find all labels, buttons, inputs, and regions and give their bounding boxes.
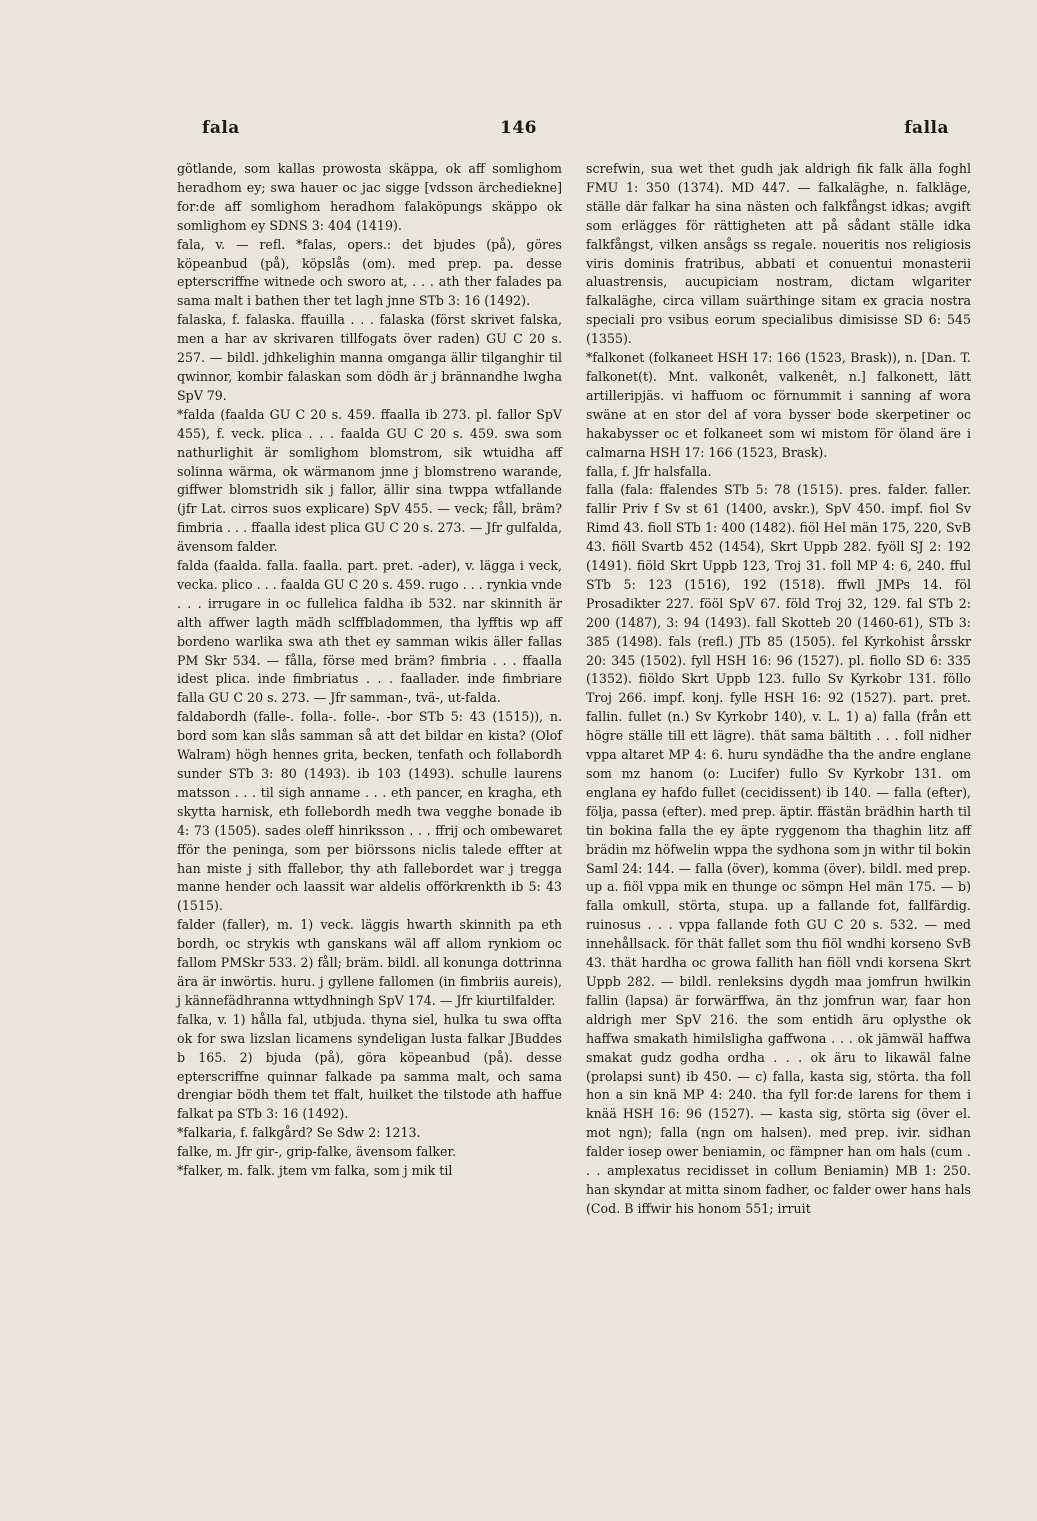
entry-falla-noun: falla, f. Jfr halsfalla.	[586, 463, 712, 479]
entry-faldabordh: faldabordh (falle-. folla-. folle-. -bor STb 5: 43 (1515)), n. bord som kan slås samman så att det bildar en kista? (Olof Walram) högh hennes grita, becken, tenfath och follabordh sunder STb 3: 80 (1493). ib 103 (1493). schulle laurens matsson . . . til sigh anname . . . eth pancer, en kragha, eth skytta harnisk, eth follebordh medh twa vegghe bonade ib 4: 73 (1505). sades oleff hinriksson . . . ffrij och ombewaret fför the peninga, som per biörssons niclis talede effter at han miste j sith ffallebor, thy ath fallebordet war j tregga manne hender och laassit war aldelis offörkrenkth ib 5: 43 (1515).	[177, 709, 562, 914]
entry-paragraph: götlande, som kallas prowosta skäppa, ok aff somlighom heradhom ey; swa hauer oc jac sigge [vdsson ärchediekne] for:de aff somlighom heradhom falaköpungs skäppo ok somlighom ey SDNS 3: 404 (1419).	[177, 161, 562, 233]
left-column	[177, 160, 562, 1181]
left-guide-word: fala	[202, 118, 240, 138]
entry-falke: falke, m. Jfr gir-, grip-falke, ävensom falker.	[177, 1144, 457, 1160]
entry-falkonet: *falkonet (folkaneet HSH 17: 166 (1523, Brask)), n. [Dan. T. falkonet(t). Mnt. valkonêt, valkenêt, n.] falkonett, lätt artilleripjäs. vi haffuom oc förnummit i sanning af wora swäne at en stor del af vora bysser bode skerpetiner oc hakabysser oc et folkaneet som wi mistom för öland äre i calmarna HSH 17: 166 (1523, Brask).	[586, 350, 971, 460]
right-guide-word: falla	[904, 118, 949, 138]
page-number: 146	[500, 118, 537, 138]
entry-continuation: screfwin, sua wet thet gudh jak aldrigh fik falk älla foghl FMU 1: 350 (1374). MD 447. — falkaläghe, n. falkläge, ställe där falkar ha sina nästen och falkfångst idkas; avgift som erlägges för rättigheten att på sådant ställe idka falkfångst, vilken ansågs ss regale. noueritis nos religiosis viris dominis fratribus, abbati et conuentui monasterii aluastrensis, aucupiciam nostram, dictam wlgariter falkaläghe, circa villam suärthinge sitam ex gracia nostra speciali pro vsibus eorum specialibus dimisisse SD 6: 545 (1355).	[586, 161, 971, 347]
entry-falder: falder (faller), m. 1) veck. läggis hwarth skinnith pa eth bordh, oc strykis wth ganskans wäl aff allom rynkiom oc fallom PMSkr 533. 2) fåll; bräm. bildl. all konunga dottrinna ära är inwörtis. huru. j gyllene fallomen (in fimbriis aureis), j kännefädhranna wttydhningh SpV 174. — Jfr kiurtilfalder.	[177, 917, 562, 1008]
right-column	[586, 160, 971, 1219]
entry-falker: *falker, m. falk. jtem vm falka, som j mik til	[177, 1163, 453, 1179]
entry-fala: fala, v. — refl. *falas, opers.: det bjudes (på), göres köpeanbud (på), köpslås (om). med prep. pa. desse epterscriffne witnede och sworo at, . . . ath ther falades pa sama malt i bathen ther tet lagh jnne STb 3: 16 (1492).	[177, 236, 562, 309]
entry-falaska: falaska, f. falaska. ffauilla . . . falaska (först skrivet falska, men a har av skrivaren tillfogats över raden) GU C 20 s. 257. — bildl. jdhkelighin manna omganga ällir tilganghir til qwinnor, kombir falaskan som dödh är j brännandhe lwgha SpV 79.	[177, 312, 562, 403]
entry-falkaria: *falkaria, f. falkgård? Se Sdw 2: 1213.	[177, 1125, 421, 1141]
entry-falda-verb: falda (faalda. falla. faalla. part. pret. -ader), v. lägga i veck, vecka. plico . . . faalda GU C 20 s. 459. rugo . . . rynkia vnde . . . irrugare in oc fullelica faldha ib 532. nar skinnith är alth affwer lagth mädh sclffbladommen, tha lyfftis wp aff bordeno warlika swa ath thet ey samman wikis äller fallas PM Skr 534. — fålla, förse med bräm? fimbria . . . ffaalla idest plica. inde fimbriatus . . . faallader. inde fimbriare falla GU C 20 s. 273. — Jfr samman-, tvä-, ut-falda.	[177, 558, 562, 706]
page-header	[0, 118, 1037, 148]
entry-falda-noun: *falda (faalda GU C 20 s. 459. ffaalla ib 273. pl. fallor SpV 455), f. veck. plica . . . faalda GU C 20 s. 459. swa som nathurlighit är somlighom blomstrom, sik wtuidha aff solinna wärma, ok wärmanom jnne j blomstreno warande, giffwer blomstridh sik j fallor, ällir sina twppa wtfallande (jfr Lat. cirros suos explicare) SpV 455. — veck; fåll, bräm? fimbria . . . ffaalla idest plica GU C 20 s. 273. — Jfr gulfalda, ävensom falder.	[177, 406, 562, 555]
entry-falla-verb: falla (fala: ffalendes STb 5: 78 (1515). pres. falder. faller. fallir Priv f Sv st 61 (1400, avskr.), SpV 450. impf. fiol Sv Rimd 43. fioll STb 1: 400 (1482). fiöl Hel män 175, 220, SvB 43. fiöll Svartb 452 (1454), Skrt Uppb 282. fyöll SJ 2: 192 (1491). fiöld Skrt Uppb 123, Troj 31. foll MP 4: 6, 240. fful STb 5: 123 (1516), 192 (1518). ffwll JMPs 14. föl Prosadikter 227. fööl SpV 67. föld Troj 32, 129. fal STb 2: 200 (1487), 3: 94 (1493). fall Skotteb 20 (1460-61), STb 3: 385 (1498). fals (refl.) JTb 85 (1505). fel Kyrkohist årsskr 20: 345 (1502). fyll HSH 16: 96 (1527). pl. fiollo SD 6: 335 (1352). fiöldo Skrt Uppb 123. fullo Sv Kyrkobr 131. föllo Troj 266. impf. konj. fylle HSH 16: 92 (1527). part. pret. fallin. fullet (n.) Sv Kyrkobr 140), v. L. 1) a) falla (från ett högre ställe till ett lägre). thät sama bältith . . . foll nidher vppa altaret MP 4: 6. huru syndädhe tha the andre englane som mz hanom (o: Lucifer) fullo Sv Kyrkobr 131. om englana ey hafdo fullet (cecidissent) ib 140. — falla (efter), följa, passa (efter). med prep. äptir. ffästän brädhin harth til tin bokina falla the ey äpte ryggenom tha thaghin litz aff brädin mz höfwelin wppa the sydhona som jn withr til bokin Saml 24: 144. — falla (över), komma (över). bildl. med prep. up a. fiöl vppa mik en thunge oc sömpn Hel män 175. — b) falla omkull, störta, stupa. up a fallande fot, fallfärdig. ruinosus . . . vppa fallande foth GU C 20 s. 532. — med innehållsack. för thät fallet som thu fiöl wndhi korseno SvB 43. thät hardha oc growa fallith han fiöll vndi korsena Skrt Uppb 282. — bildl. renleksins dygdh maa jomfrun hwilkin fallin (lapsa) är forwärffwa, än thz jomfrun war, faar hon aldrigh mer SpV 216. the som entidh äru oplysthe ok haffwa smakath himilsligha gaffwona . . . ok jämwäl haffwa smakat gudz godha ordha . . . ok äru to likawäl falne (prolapsi sunt) ib 450. — c) falla, kasta sig, störta. tha foll hon a sin knä MP 4: 240. tha fyll for:de larens for them i knää HSH 16: 96 (1527). — kasta sig, störta sig (över el. mot ngn); falla (ngn om halsen). med prep. ivir. sidhan falder iosep ower beniamin, oc fämpner han om hals (cum . . . amplexatus recidisset in collum Beniamin) MB 1: 250. han skyndar at mitta sinom fadher, oc falder ower hans hals (Cod. B iffwir his honom 551; irruit	[586, 482, 971, 1216]
entry-falka: falka, v. 1) hålla fal, utbjuda. thyna siel, hulka tu swa offta ok for swa lizslan licamens syndeligan lusta falkar JBuddes b 165. 2) bjuda (på), göra köpeanbud (på). desse epterscriffne quinnar falkade pa samma malt, och sama drengiar bödh them tet ffalt, huilket the tilstode ath haffue falkat pa STb 3: 16 (1492).	[177, 1011, 562, 1122]
